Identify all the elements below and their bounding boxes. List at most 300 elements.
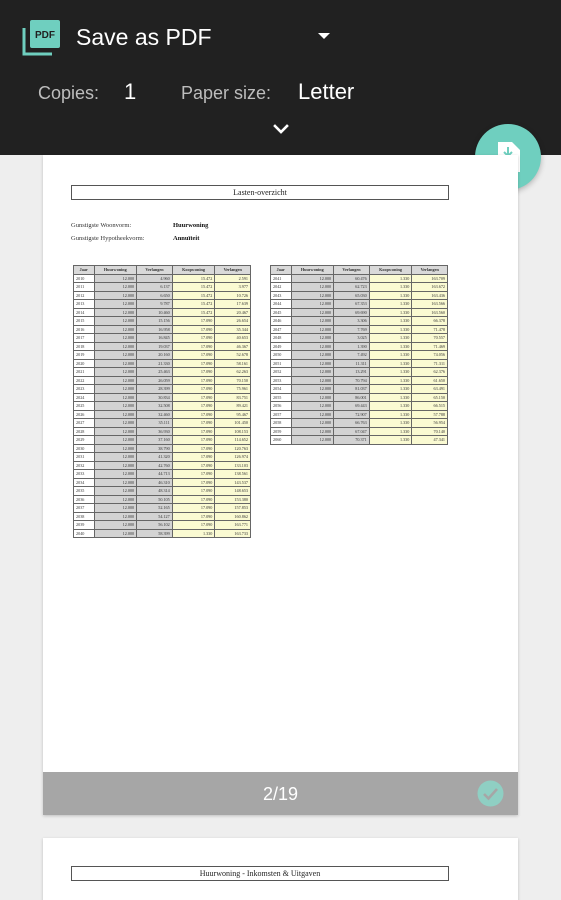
table-cell: 28.399 [137, 385, 173, 394]
table-cell: 46.367 [215, 342, 251, 351]
table-cell: 12.000 [94, 342, 137, 351]
table-cell: 1.330 [369, 368, 412, 377]
table-cell: 2047 [271, 325, 292, 334]
table-row [74, 334, 251, 343]
table-cell: 69.690 [334, 308, 370, 317]
table-cell: 12.000 [94, 351, 137, 360]
table-cell: 17.639 [215, 300, 251, 309]
table-cell: 3.977 [215, 283, 251, 292]
table-cell: 12.000 [94, 461, 137, 470]
table-cell: 83.751 [215, 393, 251, 402]
table-cell: 12.000 [291, 325, 334, 334]
table-row [74, 427, 251, 436]
table-cell: 120.763 [215, 444, 251, 453]
page-title: Huurwoning - Inkomsten & Uitgaven [71, 866, 449, 881]
table-row [74, 274, 251, 283]
table-cell: 12.000 [94, 521, 137, 530]
table-cell: 17.090 [172, 385, 215, 394]
table-cell: 2017 [74, 334, 95, 343]
table-row [271, 402, 448, 411]
table-row [271, 376, 448, 385]
table-row [271, 308, 448, 317]
table-cell: 2021 [74, 368, 95, 377]
column-header: Jaar [271, 266, 292, 275]
table-cell: 26.059 [137, 376, 173, 385]
table-header-row [271, 266, 448, 275]
table-cell: 2010 [74, 274, 95, 283]
table-cell: 2013 [74, 300, 95, 309]
table-cell: 1.390 [334, 342, 370, 351]
table-cell: 12.000 [94, 334, 137, 343]
table-cell: 2040 [74, 529, 95, 538]
table-cell: 1.330 [369, 385, 412, 394]
print-toolbar [0, 0, 561, 155]
table-row [271, 385, 448, 394]
table-cell: 17.090 [172, 359, 215, 368]
table-cell: 17.090 [172, 436, 215, 445]
table-cell: 133.103 [215, 461, 251, 470]
table-row [74, 410, 251, 419]
table-cell: 2052 [271, 368, 292, 377]
table-cell: 58.161 [215, 359, 251, 368]
table-cell: 1.330 [369, 334, 412, 343]
info-row [71, 222, 209, 229]
table-row [74, 376, 251, 385]
table-cell: 1.330 [369, 393, 412, 402]
table-cell: 12.000 [94, 393, 137, 402]
table-cell: 17.090 [172, 402, 215, 411]
table-cell: 1.330 [369, 419, 412, 428]
table-row [74, 453, 251, 462]
table-cell: 32.508 [137, 402, 173, 411]
table-cell: 46.310 [137, 478, 173, 487]
table-cell: 2020 [74, 359, 95, 368]
table-row [74, 359, 251, 368]
table-cell: 2.591 [215, 274, 251, 283]
table-row [74, 308, 251, 317]
table-cell: 148.653 [215, 487, 251, 496]
table-cell: 6.137 [137, 283, 173, 292]
table-cell: 25.463 [137, 368, 173, 377]
table-cell: 114.652 [215, 436, 251, 445]
table-row [74, 478, 251, 487]
table-row [271, 436, 448, 445]
table-cell: 6.650 [137, 291, 173, 300]
table-cell: 12.000 [94, 444, 137, 453]
table-cell: 2018 [74, 342, 95, 351]
table-cell: 12.000 [291, 283, 334, 292]
table-cell: 16.958 [137, 325, 173, 334]
info-row [71, 235, 200, 242]
table-cell: 86.001 [334, 393, 370, 402]
table-cell: 1.330 [369, 427, 412, 436]
table-cell: 17.090 [172, 376, 215, 385]
table-cell: 1.330 [369, 325, 412, 334]
table-cell: 70.150 [215, 376, 251, 385]
table-cell: 3.025 [334, 334, 370, 343]
table-cell: 2039 [74, 521, 95, 530]
table-cell: 48.314 [137, 487, 173, 496]
chevron-down-icon[interactable] [318, 33, 330, 39]
table-cell: 1.330 [172, 529, 215, 538]
table-cell: 15.472 [172, 274, 215, 283]
table-cell: 2035 [74, 487, 95, 496]
table-cell: 12.000 [291, 410, 334, 419]
table-cell: 12.000 [291, 274, 334, 283]
table-cell: 17.090 [172, 521, 215, 530]
column-header: Koopwoning [172, 266, 215, 275]
table-cell: 35.344 [215, 325, 251, 334]
column-header: Koopwoning [369, 266, 412, 275]
table-cell: 163.566 [412, 300, 448, 309]
table-cell: 2051 [271, 359, 292, 368]
table-cell: 1.330 [369, 402, 412, 411]
table-cell: 2042 [271, 283, 292, 292]
table-cell: 2031 [74, 453, 95, 462]
table-cell: 163.436 [412, 291, 448, 300]
table-cell: 163.560 [412, 308, 448, 317]
table-cell: 12.000 [94, 529, 137, 538]
table-cell: 30.834 [137, 393, 173, 402]
table-cell: 2058 [271, 419, 292, 428]
table-cell: 20.467 [215, 308, 251, 317]
table-cell: 12.000 [291, 300, 334, 309]
table-cell: 12.000 [291, 351, 334, 360]
table-cell: 61.650 [412, 376, 448, 385]
table-cell: 17.090 [172, 453, 215, 462]
table-row [271, 283, 448, 292]
table-row [271, 427, 448, 436]
table-row [74, 291, 251, 300]
table-cell: 1.330 [369, 283, 412, 292]
table-cell: 15.472 [172, 283, 215, 292]
table-cell: 62.723 [334, 283, 370, 292]
table-cell: 2034 [74, 478, 95, 487]
table-cell: 12.000 [94, 453, 137, 462]
table-cell: 12.000 [94, 410, 137, 419]
table-cell: 12.000 [94, 436, 137, 445]
table-cell: 17.090 [172, 342, 215, 351]
table-row [271, 351, 448, 360]
table-cell: 67.047 [334, 427, 370, 436]
table-cell: 40.653 [215, 334, 251, 343]
table-row [271, 410, 448, 419]
table-row [74, 283, 251, 292]
table-cell: 2036 [74, 495, 95, 504]
table-cell: 12.000 [291, 402, 334, 411]
table-row [271, 300, 448, 309]
table-cell: 3.306 [334, 317, 370, 326]
table-cell: 12.000 [291, 342, 334, 351]
table-cell: 17.090 [172, 504, 215, 513]
table-cell: 17.090 [172, 325, 215, 334]
table-cell: 74.056 [412, 351, 448, 360]
table-cell: 1.330 [369, 436, 412, 445]
table-cell: 70.371 [334, 436, 370, 445]
table-row [271, 393, 448, 402]
table-cell: 1.330 [369, 342, 412, 351]
table-cell: 71.478 [412, 325, 448, 334]
table-cell: 2019 [74, 351, 95, 360]
table-cell: 37.160 [137, 436, 173, 445]
table-cell: 163.709 [412, 274, 448, 283]
check-circle-icon[interactable] [477, 780, 504, 807]
preview-page[interactable] [43, 155, 518, 815]
table-cell: 12.000 [94, 470, 137, 479]
table-row [74, 512, 251, 521]
table-row [271, 291, 448, 300]
table-cell: 2032 [74, 461, 95, 470]
table-cell: 12.000 [94, 291, 137, 300]
pdf-icon-label: PDF [35, 30, 55, 41]
table-cell: 71.469 [412, 342, 448, 351]
table-cell: 1.330 [369, 410, 412, 419]
table-cell: 2025 [74, 402, 95, 411]
table-cell: 81.037 [334, 385, 370, 394]
table-cell: 12.000 [291, 427, 334, 436]
printer-select[interactable]: Save as PDF [76, 24, 212, 50]
table-cell: 2055 [271, 393, 292, 402]
table-cell: 12.000 [94, 402, 137, 411]
table-cell: 12.000 [94, 274, 137, 283]
table-cell: 35.111 [137, 419, 173, 428]
table-cell: 41.320 [137, 453, 173, 462]
table-cell: 2057 [271, 410, 292, 419]
table-cell: 1.330 [369, 291, 412, 300]
table-cell: 17.090 [172, 334, 215, 343]
table-cell: 12.000 [94, 308, 137, 317]
table-cell: 1.330 [369, 317, 412, 326]
table-cell: 2029 [74, 436, 95, 445]
table-row [271, 334, 448, 343]
table-cell: 60.476 [334, 274, 370, 283]
table-cell: 62.376 [412, 368, 448, 377]
table-cell: 12.000 [94, 487, 137, 496]
data-table-right [270, 265, 448, 445]
table-cell: 2056 [271, 402, 292, 411]
column-header: Huurwoning [291, 266, 334, 275]
table-cell: 1.330 [369, 359, 412, 368]
table-cell: 17.090 [172, 368, 215, 377]
table-row [74, 495, 251, 504]
table-cell: 2048 [271, 334, 292, 343]
table-cell: 70.140 [412, 427, 448, 436]
table-cell: 163.733 [215, 529, 251, 538]
info-value: Huurwoning [173, 222, 209, 229]
table-cell: 52.678 [215, 351, 251, 360]
table-cell: 101.450 [215, 419, 251, 428]
table-cell: 143.537 [215, 478, 251, 487]
table-cell: 4.960 [137, 274, 173, 283]
table-row [74, 393, 251, 402]
table-cell: 2028 [74, 427, 95, 436]
table-cell: 12.000 [94, 478, 137, 487]
table-cell: 63.491 [412, 385, 448, 394]
table-cell: 1.330 [369, 274, 412, 283]
table-cell: 2011 [74, 283, 95, 292]
table-row [271, 317, 448, 326]
table-cell: 11.311 [334, 359, 370, 368]
table-cell: 10.460 [137, 308, 173, 317]
table-cell: 66.515 [412, 402, 448, 411]
table-header-row [74, 266, 251, 275]
table-cell: 2044 [271, 300, 292, 309]
table-row [271, 419, 448, 428]
table-cell: 2045 [271, 308, 292, 317]
table-cell: 12.000 [291, 308, 334, 317]
table-cell: 2022 [74, 376, 95, 385]
column-header: Verlangen [412, 266, 448, 275]
table-cell: 17.090 [172, 427, 215, 436]
table-cell: 71.311 [412, 359, 448, 368]
expand-options-icon[interactable] [268, 120, 294, 140]
info-label: Gunstigste Woonvorm: [71, 222, 132, 229]
table-cell: 2049 [271, 342, 292, 351]
table-cell: 2012 [74, 291, 95, 300]
table-cell: 2060 [271, 436, 292, 445]
table-cell: 126.974 [215, 453, 251, 462]
paper-size-select[interactable]: Letter [298, 79, 355, 104]
column-header: Verlangen [334, 266, 370, 275]
table-cell: 58.399 [137, 529, 173, 538]
table-cell: 20.160 [137, 351, 173, 360]
table-cell: 12.000 [94, 376, 137, 385]
table-cell: 19.037 [137, 342, 173, 351]
table-cell: 17.090 [172, 410, 215, 419]
table-cell: 2046 [271, 317, 292, 326]
table-cell: 38.790 [137, 444, 173, 453]
table-cell: 2027 [74, 419, 95, 428]
table-row [74, 385, 251, 394]
table-cell: 12.000 [291, 334, 334, 343]
table-cell: 12.000 [94, 419, 137, 428]
table-cell: 12.000 [94, 325, 137, 334]
table-cell: 1.330 [369, 300, 412, 309]
pdf-file-icon [22, 20, 60, 56]
table-cell: 12.000 [94, 495, 137, 504]
table-cell: 2038 [74, 512, 95, 521]
table-cell: 66.378 [412, 317, 448, 326]
table-cell: 15.472 [172, 300, 215, 309]
table-cell: 2015 [74, 317, 95, 326]
table-cell: 17.090 [172, 393, 215, 402]
table-row [74, 325, 251, 334]
table-cell: 12.000 [94, 368, 137, 377]
table-cell: 163.771 [215, 521, 251, 530]
table-cell: 12.000 [94, 300, 137, 309]
table-cell: 10.726 [215, 291, 251, 300]
table-cell: 70.557 [412, 334, 448, 343]
table-row [74, 521, 251, 530]
table-cell: 1.330 [369, 351, 412, 360]
table-cell: 95.467 [215, 410, 251, 419]
table-cell: 17.090 [172, 351, 215, 360]
table-cell: 44.713 [137, 470, 173, 479]
table-cell: 1.330 [369, 376, 412, 385]
table-row [74, 419, 251, 428]
table-cell: 12.000 [291, 436, 334, 445]
table-cell: 153.380 [215, 495, 251, 504]
table-cell: 2030 [74, 444, 95, 453]
table-cell: 2053 [271, 376, 292, 385]
info-value: Annuïteit [173, 235, 200, 242]
table-cell: 15.156 [137, 317, 173, 326]
table-cell: 2059 [271, 427, 292, 436]
table-cell: 163.672 [412, 283, 448, 292]
info-label: Gunstigste Hypotheekvorm: [71, 235, 145, 242]
table-cell: 17.090 [172, 487, 215, 496]
table-cell: 12.000 [291, 393, 334, 402]
table-row [74, 487, 251, 496]
table-cell: 2043 [271, 291, 292, 300]
table-row [74, 402, 251, 411]
table-cell: 67.353 [334, 300, 370, 309]
table-cell: 12.000 [291, 359, 334, 368]
column-header: Jaar [74, 266, 95, 275]
table-cell: 2023 [74, 385, 95, 394]
column-header: Verlangen [137, 266, 173, 275]
table-row [74, 342, 251, 351]
table-cell: 138.561 [215, 470, 251, 479]
column-header: Verlangen [215, 266, 251, 275]
table-cell: 66.763 [334, 419, 370, 428]
table-cell: 17.090 [172, 444, 215, 453]
table-cell: 17.090 [172, 419, 215, 428]
table-cell: 89.421 [215, 402, 251, 411]
table-cell: 57.788 [412, 410, 448, 419]
table-row [74, 461, 251, 470]
table-row [271, 359, 448, 368]
table-row [74, 317, 251, 326]
preview-page[interactable] [43, 838, 518, 900]
copies-input[interactable]: 1 [124, 79, 137, 104]
table-cell: 65.150 [412, 393, 448, 402]
page-title: Lasten-overzicht [71, 185, 449, 200]
table-cell: 52.165 [137, 504, 173, 513]
table-cell: 2016 [74, 325, 95, 334]
table-cell: 12.000 [291, 376, 334, 385]
table-row [74, 368, 251, 377]
paper-size-label: Paper size: [181, 83, 272, 103]
table-cell: 12.000 [94, 512, 137, 521]
table-cell: 2014 [74, 308, 95, 317]
table-cell: 160.862 [215, 512, 251, 521]
table-row [74, 529, 251, 538]
table-cell: 9.787 [137, 300, 173, 309]
table-cell: 2033 [74, 470, 95, 479]
table-cell: 70.794 [334, 376, 370, 385]
table-row [74, 504, 251, 513]
table-cell: 108.153 [215, 427, 251, 436]
table-cell: 17.090 [172, 512, 215, 521]
table-cell: 12.000 [291, 368, 334, 377]
table-cell: 62.263 [215, 368, 251, 377]
table-cell: 17.090 [172, 470, 215, 479]
table-row [74, 444, 251, 453]
table-cell: 2026 [74, 410, 95, 419]
table-cell: 50.105 [137, 495, 173, 504]
table-cell: 17.090 [172, 495, 215, 504]
table-cell: 56.102 [137, 521, 173, 530]
table-row [74, 351, 251, 360]
table-cell: 12.000 [94, 427, 137, 436]
table-cell: 42.760 [137, 461, 173, 470]
table-cell: 12.000 [291, 419, 334, 428]
table-cell: 69.443 [334, 402, 370, 411]
table-row [74, 300, 251, 309]
table-row [74, 470, 251, 479]
table-cell: 2050 [271, 351, 292, 360]
